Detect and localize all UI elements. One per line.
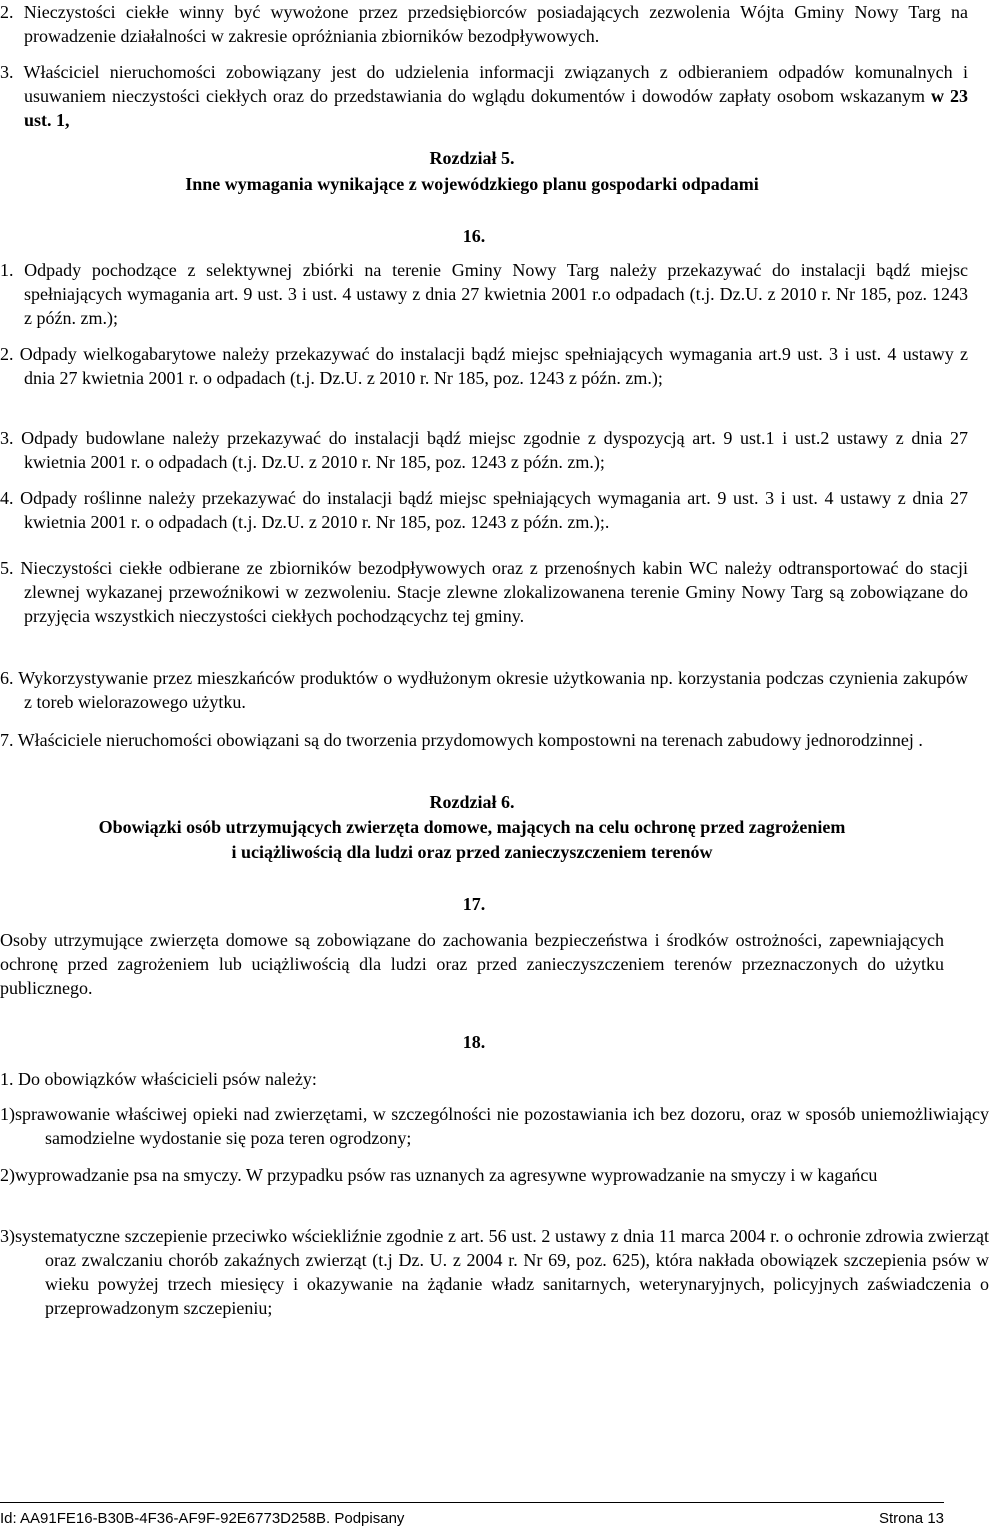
item-number: 1. xyxy=(0,260,14,280)
list-item xyxy=(0,556,968,628)
item-text: Odpady roślinne należy przekazywać do instalacji bądź miejsc spełniających wymagania art. 9 ust. 3 i ust. 4 ustawy z dnia 27 kwietnia 2001 r. o odpadach (t.j. Dz.U. z 2010 r. Nr 185, poz. 1243 z późn. zm.);. xyxy=(20,488,969,532)
list-item xyxy=(0,258,968,330)
item-number: 4. xyxy=(0,488,14,508)
paragraph-item-3 xyxy=(0,60,968,132)
section-17: 17. xyxy=(462,894,486,914)
paragraph-item-2 xyxy=(0,0,968,48)
list-item xyxy=(0,666,968,714)
list-item xyxy=(0,426,968,474)
list-item xyxy=(0,1163,989,1187)
chapter-6-subtitle-line-1: Obowiązki osób utrzymujących zwierzęta domowe, mających na celu ochronę przed zagrożeniem xyxy=(98,817,846,837)
list-item xyxy=(0,1224,989,1320)
chapter-5-title: Rozdział 5. xyxy=(429,148,515,168)
item-text: Odpady pochodzące z selektywnej zbiórki na terenie Gminy Nowy Targ należy przekazywać do instalacji bądź miejsc spełniających wymagania art. 9 ust. 3 i ust. 4 ustawy z dnia 27 kwietnia 2001 r.o odpadach (t.j. Dz.U. z 2010 r. Nr 185, poz. 1243 z późn. zm.); xyxy=(24,260,968,328)
item-text: Nieczystości ciekłe odbierane ze zbiorników bezodpływowych oraz z przenośnych kabin WC należy odtransportować do stacji zlewnej wykazanej przewoźnikowi w zezwoleniu. Stacje zlewne zlokalizowanena terenie Gminy Nowy Targ są zobowiązane do przyjęcia wszystkich nieczystości ciekłych pochodzącychz tej gminy. xyxy=(20,558,968,626)
item-text: Właściciel nieruchomości zobowiązany jest do udzielenia informacji związanych z odbieraniem odpadów komunalnych i usuwaniem nieczystości ciekłych oraz do przedstawiania do wglądu dokumentów i dowodów zapłaty osobom wskazanym xyxy=(23,62,968,106)
list-item xyxy=(0,486,968,534)
item-number: 3. xyxy=(0,428,14,448)
item-text: wyprowadzanie psa na smyczy. W przypadku psów ras uznanych za agresywne wyprowadzanie na smyczy i w kagańcu xyxy=(15,1165,878,1185)
document-id: Id: AA91FE16-B30B-4F36-AF9F-92E6773D258B. Podpisany xyxy=(0,1510,405,1527)
item-text: systematyczne szczepienie przeciwko wściekliźnie zgodnie z art. 56 ust. 2 ustawy z dnia 11 marca 2004 r. o ochronie zdrowia zwierząt oraz zwalczaniu chorób zakaźnych zwierząt (t.j Dz. U. z 2004 r. Nr 69, poz. 625), która nakłada obowiązek szczepienia psów w wieku powyżej trzech miesięcy i okazywanie na żądanie władz sanitarnych, weterynaryjnych, policyjnych zaświadczenia o przeprowadzonym szczepieniu; xyxy=(15,1226,989,1318)
item-text: Odpady wielkogabarytowe należy przekazywać do instalacji bądź miejsc spełniających wymagania art.9 ust. 3 i ust. 4 ustawy z dnia 27 kwietnia 2001 r. o odpadach (t.j. Dz.U. z 2010 r. Nr 185, poz. 1243 z późn. zm.); xyxy=(19,344,968,388)
page-number: Strona 13 xyxy=(878,1510,944,1527)
section-18: 18. xyxy=(462,1032,486,1052)
item-number: 2) xyxy=(0,1165,15,1185)
item-number: 3) xyxy=(0,1226,15,1246)
section-16: 16. xyxy=(462,226,486,246)
item-number: 5. xyxy=(0,558,14,578)
section-17-text: Osoby utrzymujące zwierzęta domowe są zobowiązane do zachowania bezpieczeństwa i środków ostrożności, zapewniających ochronę przed zagrożeniem lub uciążliwością dla ludzi oraz przed zanieczyszczeniem terenów przeznaczonych do użytku publicznego. xyxy=(0,930,944,998)
item-number: 1) xyxy=(0,1104,15,1124)
chapter-6-subtitle-line-2: i uciążliwością dla ludzi oraz przed zanieczyszczeniem terenów xyxy=(231,842,713,862)
item-number: 2. xyxy=(0,2,14,22)
chapter-6-title: Rozdział 6. xyxy=(429,792,515,812)
item-number: 6. xyxy=(0,668,14,688)
item-text: Wykorzystywanie przez mieszkańców produktów o wydłużonym okresie użytkowania np. korzystania podczas czynienia zakupów z toreb wielorazowego użytku. xyxy=(18,668,968,712)
list-item xyxy=(0,342,968,390)
list-item xyxy=(0,1102,989,1150)
item-text: Odpady budowlane należy przekazywać do instalacji bądź miejsc zgodnie z dyspozycją art. 9 ust.1 i ust.2 ustawy z dnia 27 kwietnia 2001 r. o odpadach (t.j. Dz.U. z 2010 r. Nr 185, poz. 1243 z późn. zm.); xyxy=(21,428,968,472)
item-text: Nieczystości ciekłe winny być wywożone przez przedsiębiorców posiadających zezwolenia Wójta Gminy Nowy Targ na prowadzenie działalności w zakresie opróżniania zbiorników bezodpływowych. xyxy=(23,2,968,46)
section-18-intro: 1. Do obowiązków właścicieli psów należy: xyxy=(0,1069,317,1089)
item-number: 2. xyxy=(0,344,14,364)
item-number: 3. xyxy=(0,62,14,82)
item-text: sprawowanie właściwej opieki nad zwierzętami, w szczególności nie pozostawiania ich bez dozoru, oraz w sposób uniemożliwiający samodzielne wydostanie się poza teren ogrodzony; xyxy=(15,1104,989,1148)
item-bold-ref: w 23 ust. 1, xyxy=(24,86,968,130)
item-text: Właściciele nieruchomości obowiązani są do tworzenia przydomowych kompostowni na terenach zabudowy jednorodzinnej . xyxy=(17,730,923,750)
page-footer xyxy=(0,1502,944,1529)
list-item xyxy=(0,728,968,752)
chapter-5-subtitle: Inne wymagania wynikające z wojewódzkiego planu gospodarki odpadami xyxy=(185,174,759,194)
item-number: 7. xyxy=(0,730,14,750)
